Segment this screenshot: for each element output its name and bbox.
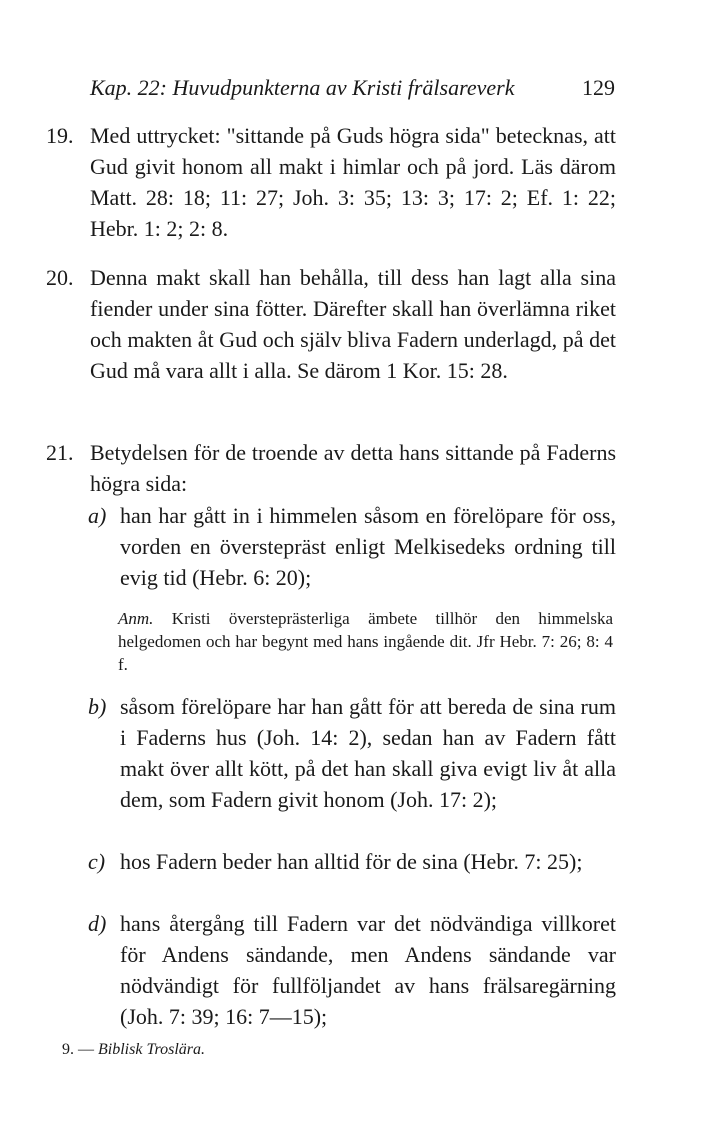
paragraph-number: 19. bbox=[46, 123, 74, 148]
list-item-c bbox=[88, 846, 616, 877]
list-item-label: b) bbox=[88, 694, 107, 719]
list-item-label: d) bbox=[88, 911, 107, 936]
list-item-d bbox=[88, 908, 616, 1032]
paragraph-number: 20. bbox=[46, 265, 74, 290]
paragraph-19 bbox=[46, 120, 616, 244]
paragraph-number: 21. bbox=[46, 440, 74, 465]
paragraph-20 bbox=[46, 262, 616, 386]
list-item-text: hans återgång till Fadern var det nödvändiga villkoret för Andens sändande, men Andens sändande var nödvändigt för fullföljandet av hans frälsaregärning (Joh. 7: 39; 16: 7—15); bbox=[120, 911, 616, 1029]
signature-mark: 9. — bbox=[62, 1041, 94, 1058]
note-text: Kristi översteprästerliga ämbete tillhör den himmelska helgedomen och har begynt med hans ingående dit. Jfr Hebr. 7: 26; 8: 4 f. bbox=[118, 609, 613, 674]
book-title: Biblisk Troslära. bbox=[98, 1041, 205, 1058]
chapter-title: Kap. 22: Huvudpunkterna av Kristi frälsareverk bbox=[90, 75, 515, 100]
list-item-label: a) bbox=[88, 503, 107, 528]
paragraph-21 bbox=[46, 437, 616, 499]
list-item-b bbox=[88, 691, 616, 815]
list-item-text: han har gått in i himmelen såsom en förelöpare för oss, vorden en överstepräst enligt Melkisedeks ordning till evig tid (Hebr. 6: 20); bbox=[120, 503, 616, 590]
paragraph-text: Med uttrycket: "sittande på Guds högra sida" betecknas, att Gud givit honom all makt i himlar och på jord. Läs därom Matt. 28: 18; 11: 27; Joh. 3: 35; 13: 3; 17: 2; Ef. 1: 22; Hebr. 1: 2; 2: 8. bbox=[90, 123, 616, 241]
paragraph-text: Denna makt skall han behålla, till dess han lagt alla sina fiender under sina fötter. Därefter skall han överlämna riket och makten åt Gud och själv bliva Fadern underlagd, på det Gud må vara allt i alla. Se därom 1 Kor. 15: 28. bbox=[90, 265, 616, 383]
page-number: 129 bbox=[582, 75, 615, 100]
note-prefix: Anm. bbox=[118, 609, 154, 628]
paragraph-text: Betydelsen för de troende av detta hans sittande på Faderns högra sida: bbox=[90, 440, 616, 496]
list-item-a bbox=[88, 500, 616, 593]
list-item-label: c) bbox=[88, 849, 106, 874]
list-item-text: såsom förelöpare har han gått för att bereda de sina rum i Faderns hus (Joh. 14: 2), sedan han av Fadern fått makt över allt kött, på det han skall giva evigt liv åt alla dem, som Fadern givit honom (Joh. 17: 2); bbox=[120, 694, 616, 812]
annotation-note bbox=[118, 607, 613, 676]
page-footer bbox=[62, 1040, 205, 1060]
list-item-text: hos Fadern beder han alltid för de sina (Hebr. 7: 25); bbox=[120, 849, 583, 874]
